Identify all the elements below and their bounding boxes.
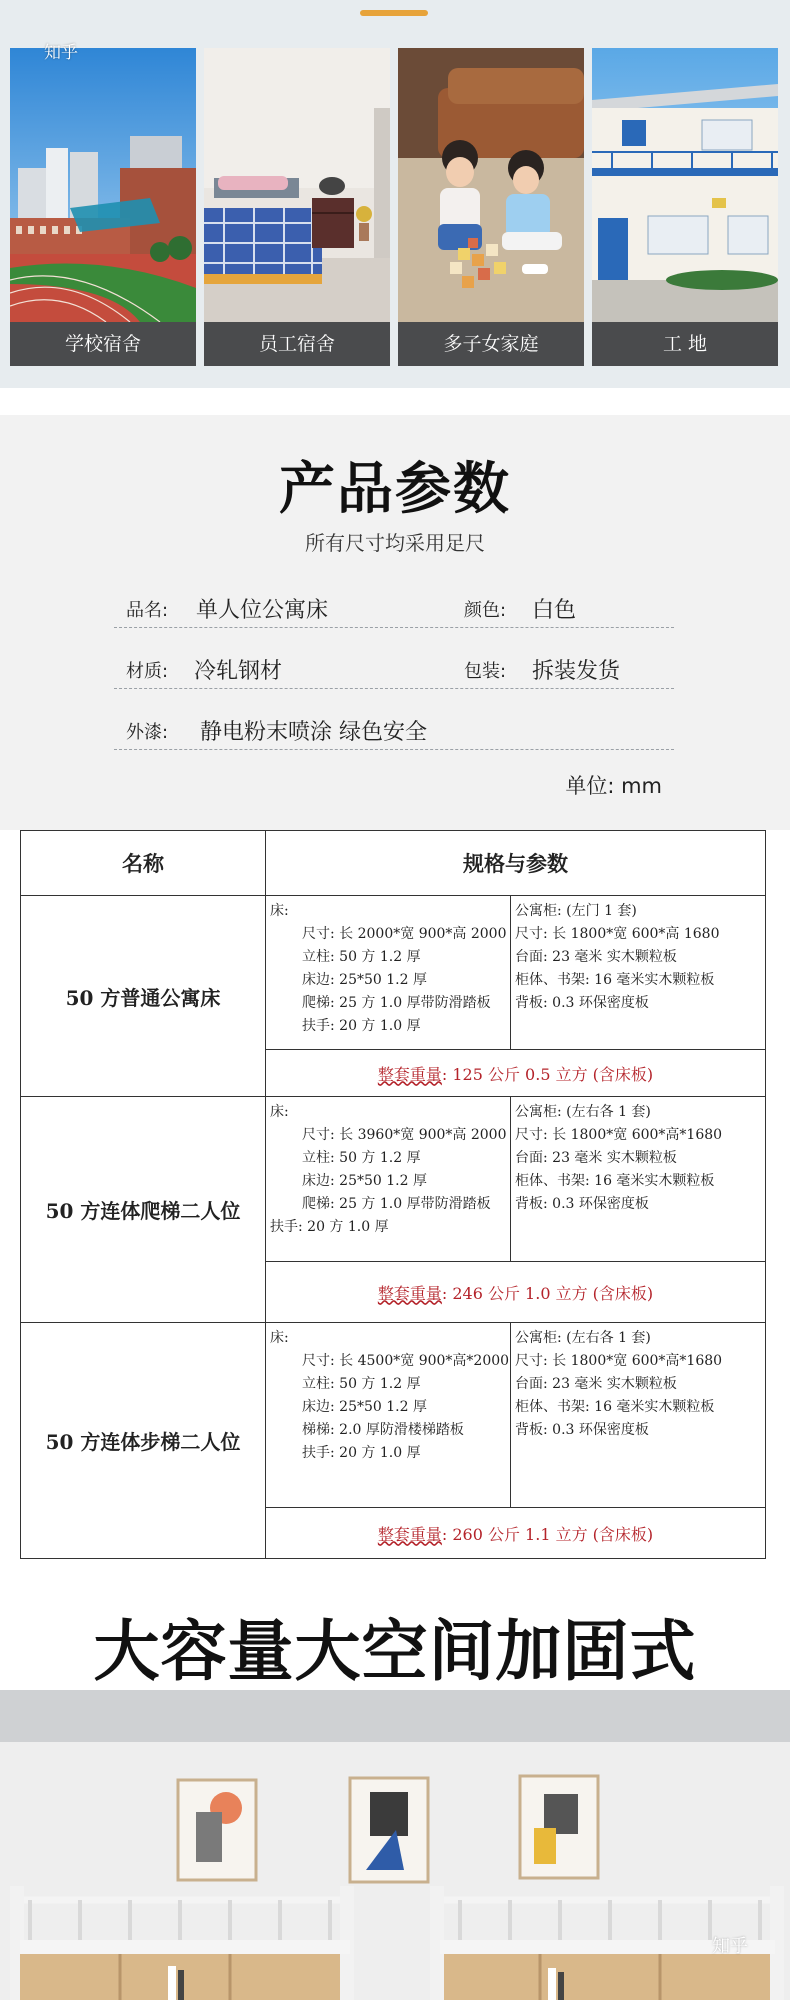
weight-value: : 125 公斤 0.5 立方 (含床板) [441, 1064, 654, 1084]
spec-line: 床边: 25*50 1.2 厚 [302, 1173, 427, 1189]
cabinet-spec [511, 1097, 766, 1262]
usage-card-label: 员工宿舍 [204, 322, 390, 366]
spec-line: 台面: 23 毫米 实木颗粒板 [515, 1150, 677, 1166]
usage-card-site[interactable] [592, 48, 778, 366]
usage-card-staff[interactable] [204, 48, 390, 366]
school-dorm-photo [10, 48, 196, 322]
param-value: 白色 [532, 598, 577, 623]
spec-product-name: 50 方连体爬梯二人位 [21, 1097, 266, 1323]
cabinet-spec [511, 1323, 766, 1508]
param-row [114, 705, 674, 750]
spec-line: 扶手: 20 方 1.0 厚 [302, 1445, 421, 1461]
spec-line: 公寓柜: (左右各 1 套) [515, 1330, 651, 1346]
cabinet-spec [511, 896, 766, 1050]
spec-line: 台面: 23 毫米 实木颗粒板 [515, 949, 677, 965]
spec-line: 立柱: 50 方 1.2 厚 [302, 949, 421, 965]
param-label: 外漆: [126, 722, 169, 743]
spec-line: 床边: 25*50 1.2 厚 [302, 1399, 427, 1415]
spec-line: 尺寸: 长 1800*宽 600*高*1680 [515, 1127, 723, 1143]
spec-line: 尺寸: 长 1800*宽 600*高 1680 [515, 926, 720, 942]
weight-value: : 246 公斤 1.0 立方 (含床板) [441, 1283, 654, 1303]
spec-table [20, 830, 766, 1559]
spec-line: 背板: 0.3 环保密度板 [515, 1422, 649, 1438]
weight-label: 整套重量 [377, 1064, 442, 1084]
param-label: 颜色: [464, 600, 507, 621]
weight-cell [266, 1508, 766, 1559]
spec-header-row [21, 831, 766, 896]
spec-line: 公寓柜: (左门 1 套) [515, 903, 637, 919]
spec-line: 尺寸: 长 4500*宽 900*高*2000 [302, 1353, 510, 1369]
spec-line: 爬梯: 25 方 1.0 厚带防滑踏板 [302, 1196, 491, 1212]
bunk-room-photo [0, 1690, 790, 2000]
param-row [114, 644, 674, 689]
spec-line: 背板: 0.3 环保密度板 [515, 995, 649, 1011]
param-label: 品名: [126, 600, 169, 621]
spec-header-spec: 规格与参数 [266, 831, 766, 896]
param-row [114, 583, 674, 628]
staff-dorm-photo [204, 48, 390, 322]
spec-line: 柜体、书架: 16 毫米实木颗粒板 [515, 1399, 715, 1415]
weight-cell [266, 1262, 766, 1323]
weight-value: : 260 公斤 1.1 立方 (含床板) [441, 1524, 654, 1544]
product-params-section [0, 415, 790, 830]
usage-card-label: 学校宿舍 [10, 322, 196, 366]
spec-line: 公寓柜: (左右各 1 套) [515, 1104, 651, 1120]
spec-line: 床边: 25*50 1.2 厚 [302, 972, 427, 988]
spec-line: 床: [270, 1104, 289, 1120]
params-title: 产品参数 [279, 457, 511, 522]
accent-bar [360, 10, 428, 16]
bed-spec [266, 896, 511, 1050]
spec-header-name: 名称 [21, 831, 266, 896]
spec-line: 立柱: 50 方 1.2 厚 [302, 1150, 421, 1166]
usage-section [0, 0, 790, 388]
construction-site-photo [592, 48, 778, 322]
unit-note: 单位: mm [565, 774, 662, 798]
weight-label: 整套重量 [377, 1524, 442, 1544]
capacity-banner-title: 大容量大空间加固式 [93, 1613, 697, 1690]
weight-cell [266, 1050, 766, 1097]
param-value: 静电粉末喷涂 绿色安全 [200, 720, 427, 745]
spec-line: 床: [270, 1330, 289, 1346]
spec-line: 梯梯: 2.0 厚防滑楼梯踏板 [302, 1422, 464, 1438]
watermark-bottom: 知乎 [712, 1936, 748, 1957]
spec-line: 尺寸: 长 3960*宽 900*高 2000 [302, 1127, 507, 1143]
spec-product-name: 50 方连体步梯二人位 [21, 1323, 266, 1559]
weight-label: 整套重量 [377, 1283, 442, 1303]
spec-line: 柜体、书架: 16 毫米实木颗粒板 [515, 1173, 715, 1189]
param-value: 拆装发货 [532, 659, 621, 684]
bed-spec [266, 1097, 511, 1262]
param-value: 冷轧钢材 [194, 659, 283, 684]
spec-line: 背板: 0.3 环保密度板 [515, 1196, 649, 1212]
bed-spec [266, 1323, 511, 1508]
spec-line: 台面: 23 毫米 实木颗粒板 [515, 1376, 677, 1392]
table-row [21, 1323, 766, 1508]
usage-card-school[interactable] [10, 48, 196, 366]
watermark-top: 知乎 [44, 43, 78, 63]
spec-line: 扶手: 20 方 1.0 厚 [302, 1018, 421, 1034]
spec-line: 扶手: 20 方 1.0 厚 [270, 1219, 389, 1235]
usage-card-label: 多子女家庭 [398, 322, 584, 366]
usage-card-label: 工 地 [592, 322, 778, 366]
family-photo [398, 48, 584, 322]
usage-cards [10, 48, 780, 366]
table-row [21, 896, 766, 1050]
spec-product-name: 50 方普通公寓床 [21, 896, 266, 1097]
bunk-bed-illustration [0, 1690, 790, 2000]
spec-line: 尺寸: 长 1800*宽 600*高*1680 [515, 1353, 723, 1369]
spec-line: 柜体、书架: 16 毫米实木颗粒板 [515, 972, 715, 988]
spec-line: 床: [270, 903, 289, 919]
spec-line: 爬梯: 25 方 1.0 厚带防滑踏板 [302, 995, 491, 1011]
param-value: 单人位公寓床 [196, 598, 329, 623]
usage-card-family[interactable] [398, 48, 584, 366]
param-label: 材质: [126, 661, 169, 682]
spec-line: 尺寸: 长 2000*宽 900*高 2000 [302, 926, 507, 942]
param-label: 包装: [464, 661, 507, 682]
params-subtitle: 所有尺寸均采用足尺 [305, 531, 485, 555]
table-row [21, 1097, 766, 1262]
spec-line: 立柱: 50 方 1.2 厚 [302, 1376, 421, 1392]
